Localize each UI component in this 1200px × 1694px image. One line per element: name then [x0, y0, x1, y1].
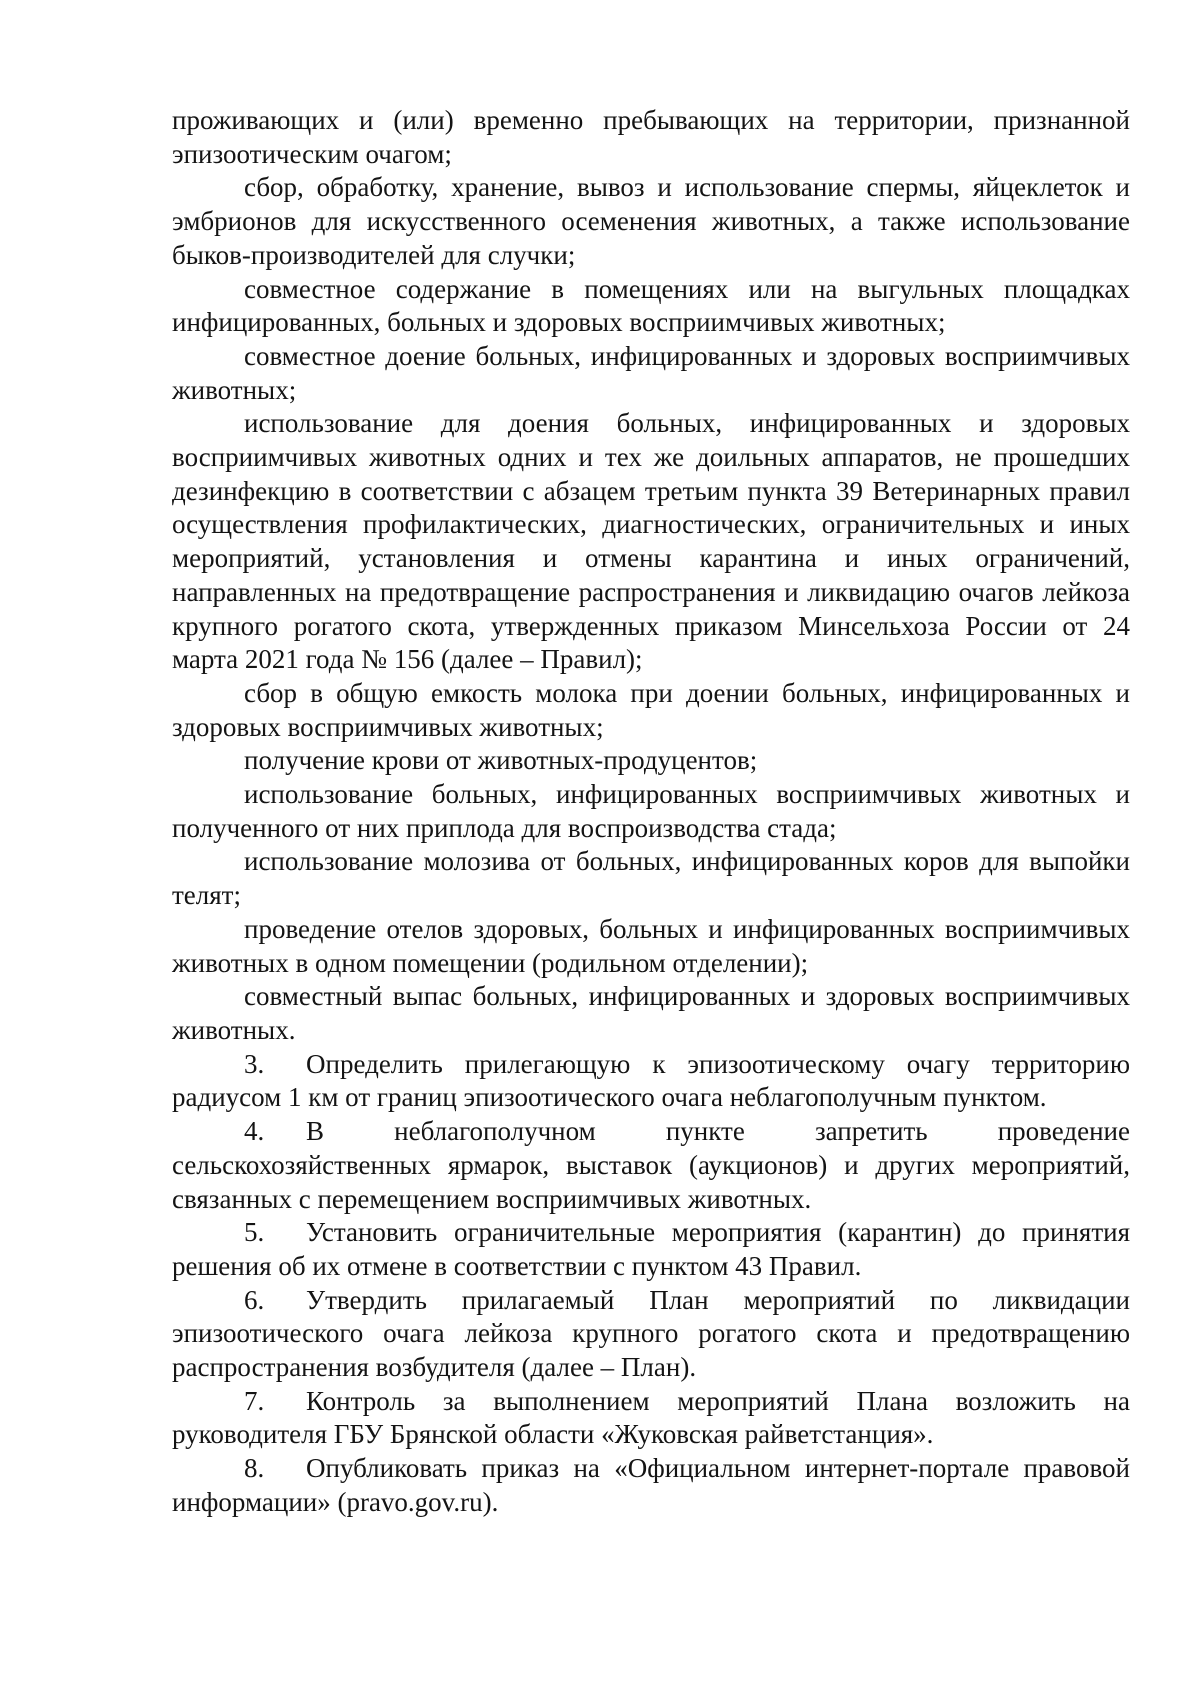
paragraph-herd-reproduction: использование больных, инфицированных восприимчивых животных и полученного от них приплода для воспроизводства стада;	[172, 779, 1130, 843]
paragraph-colostrum: использование молозива от больных, инфицированных коров для выпойки телят;	[172, 846, 1130, 911]
item-number: 8.	[244, 1453, 265, 1484]
paragraph-calving: проведение отелов здоровых, больных и инфицированных восприимчивых животных в одном помещении (родильном отделении);	[172, 913, 1130, 978]
numbered-item-4	[172, 1115, 1130, 1216]
paragraph-milking-equipment: использование для доения больных, инфицированных и здоровых восприимчивых животных одних и тех же доильных аппаратов, не прошедших дезинфекцию в соответствии с абзацем третьим пункта 39 Ветеринарных правил осуществления профилактических, диагностических, ограничительных и иных мероприятий, установления и отмены карантина и иных ограничений, направленных на предотвращение распространения и ликвидацию очагов лейкоза крупного рогатого скота, утвержденных приказом Минсельхоза России от 24 марта 2021 года № 156 (далее – Правил);	[172, 408, 1130, 675]
item-text: Опубликовать приказ на «Официальном интернет-портале правовой информации» (pravo.gov.ru).	[172, 1453, 1130, 1517]
item-text: Утвердить прилагаемый План мероприятий по ликвидации эпизоотического очага лейкоза крупного рогатого скота и предотвращению распространения возбудителя (далее – План).	[172, 1284, 1130, 1383]
item-text: Контроль за выполнением мероприятий Плана возложить на руководителя ГБУ Брянской области «Жуковская райветстанция».	[172, 1385, 1130, 1450]
numbered-item-7	[172, 1385, 1130, 1452]
item-number: 7.	[244, 1385, 265, 1416]
paragraph-sperm-collection: сбор, обработку, хранение, вывоз и использование спермы, яйцеклеток и эмбрионов для искусственного осеменения животных, а также использование быков-производителей для случки;	[172, 172, 1130, 270]
paragraph-joint-milking: совместное доение больных, инфицированных и здоровых восприимчивых животных;	[172, 340, 1130, 405]
paragraph-joint-grazing: совместный выпас больных, инфицированных и здоровых восприимчивых животных.	[172, 981, 1130, 1045]
paragraph-milk-collection: сбор в общую емкость молока при доении больных, инфицированных и здоровых восприимчивых животных;	[172, 677, 1130, 742]
paragraph-continuation: проживающих и (или) временно пребывающих на территории, признанной эпизоотическим очагом;	[172, 105, 1130, 169]
document-body	[172, 104, 1130, 1520]
item-text: В неблагополучном пункте запретить проведение сельскохозяйственных ярмарок, выставок (аукционов) и других мероприятий, связанных с перемещением восприимчивых животных.	[172, 1116, 1130, 1214]
item-number: 5.	[244, 1217, 265, 1248]
paragraph-joint-housing: совместное содержание в помещениях или на выгульных площадках инфицированных, больных и здоровых восприимчивых животных;	[172, 273, 1130, 338]
item-number: 4.	[244, 1116, 265, 1147]
item-number: 6.	[244, 1284, 265, 1315]
item-number: 3.	[244, 1048, 265, 1079]
item-text: Установить ограничительные мероприятия (карантин) до принятия решения об их отмене в соответствии с пунктом 43 Правил.	[172, 1217, 1130, 1281]
numbered-item-6	[172, 1284, 1130, 1385]
item-text: Определить прилегающую к эпизоотическому очагу территорию радиусом 1 км от границ эпизоотического очага неблагополучным пунктом.	[172, 1048, 1130, 1113]
numbered-item-8	[172, 1452, 1130, 1519]
numbered-item-5	[172, 1216, 1130, 1283]
numbered-item-3	[172, 1048, 1130, 1115]
paragraph-blood-collection: получение крови от животных-продуцентов;	[244, 745, 758, 776]
